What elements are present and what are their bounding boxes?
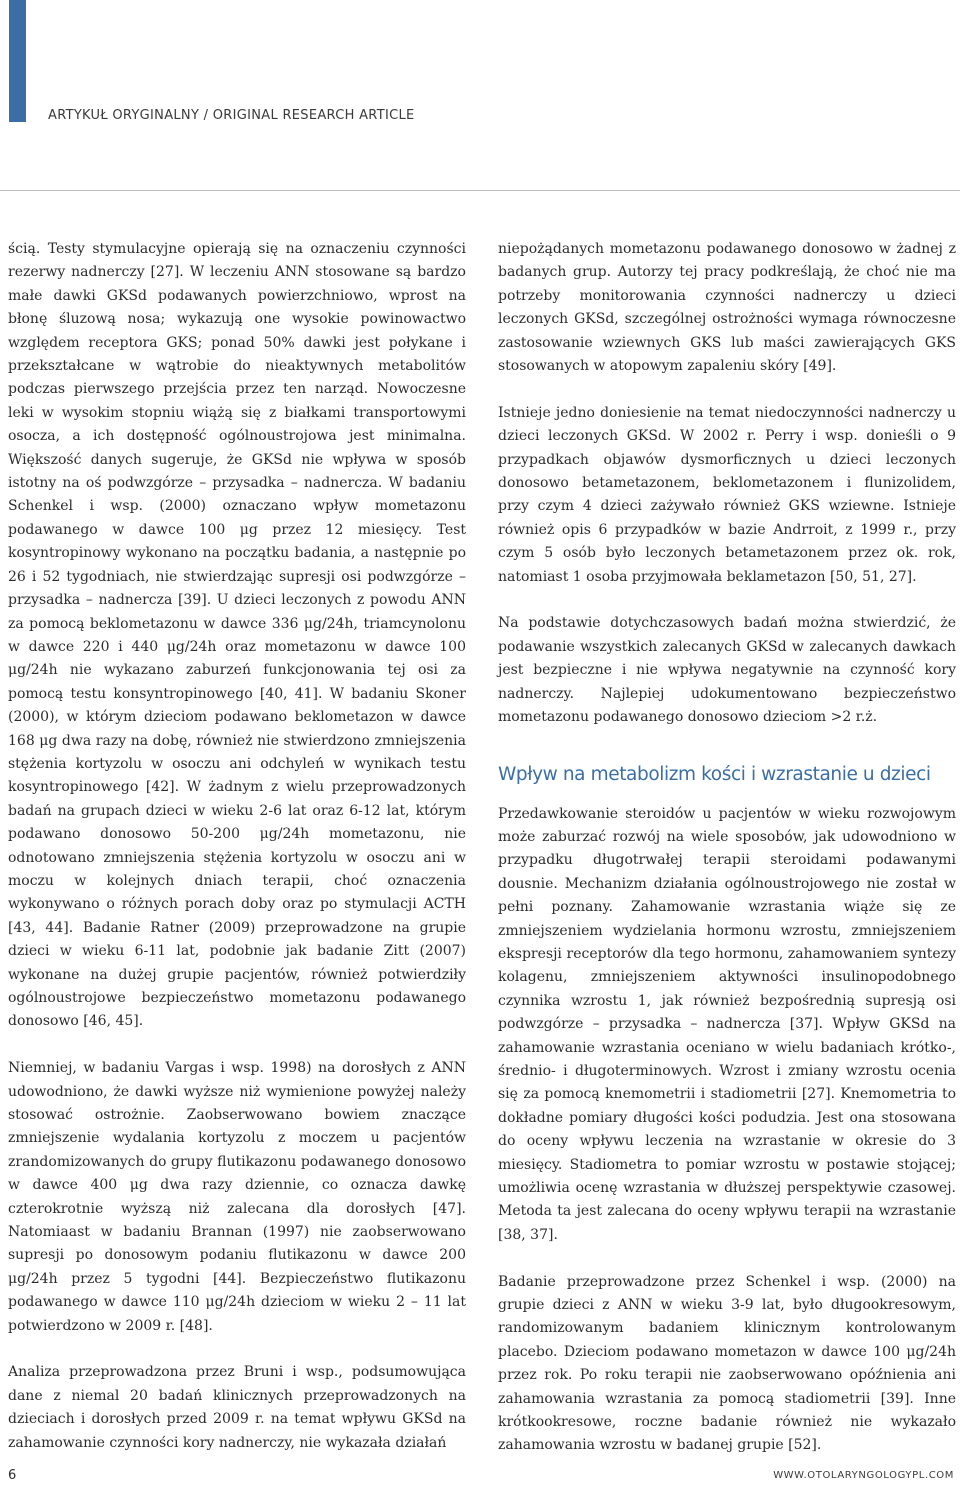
body-paragraph: Przedawkowanie steroidów u pacjentów w wieku rozwojowym może zaburzać rozwój na wiele sposobów, jak udowodniono w przypadku długotrwałej terapii steroidami podawanymi dousnie. Mechanizm działania ogólnoustrojowego nie został w pełni poznany. Zahamowanie wzrastania wiąże się ze zmniejszeniem wydzielania hormonu wzrostu, zmniejszeniem ekspresji receptorów dla tego hormonu, zahamowaniem syntezy kolagenu, zmniejszeniem aktywności insulinopodobnego czynnika wzrostu 1, jak również bezpośrednią supresją osi podwzgórze – przysadka – nadnercza [37]. Wpływ GKSd na zahamowanie wzrastania oceniano w wielu badaniach krótko-, średnio- i długoterminowych. Wzrost i zmiany wzrostu ocenia się za pomocą knemometrii i stadiometrii [27]. Knemometria to dokładne pomiary długości kości podudzia. Jest ona stosowana do oceny wpływu leczenia na wzrastanie w okresie do 3 miesięcy. Stadiometra to pomiar wzrostu w postawie stojącej; umożliwia ocenę wzrastania w dłuższej perspektywie czasowej. Metoda ta jest zalecana do oceny wpływu terapii na wzrastanie [38, 37]. [498, 805, 956, 1243]
accent-bar [9, 0, 26, 122]
body-paragraph: Badanie przeprowadzone przez Schenkel i wsp. (2000) na grupie dzieci z ANN w wieku 3-9 lat, było długookresowym, randomizowanym badaniem klinicznym kontrolowanym placebo. Dzieciom podawano mometazon w dawce 100 μg/24h przez rok. Po roku terapii nie zaobserwowano opóźnienia ani zahamowania wzrastania za pomocą stadiometrii [39]. Inne krótkookresowe, roczne badanie również nie wykazało zahamowania wzrostu w badanej grupie [52]. [498, 1273, 956, 1454]
page-footer [0, 1468, 960, 1488]
body-paragraph: Analiza przeprowadzona przez Bruni i wsp., podsumowująca dane z niemal 20 badań klinicznych przeprowadzonych na dzieciach i dorosłych przed 2009 r. na temat wpływu GKSd na zahamowanie czynności kory nadnerczy, nie wykazała działań [8, 1364, 466, 1451]
body-paragraph: Niemniej, w badaniu Vargas i wsp. 1998) na dorosłych z ANN udowodniono, że dawki wyższe niż wymienione powyżej należy stosować ostrożnie. Zaobserwowano bowiem znaczące zmniejszenie wydalania kortyzolu z moczem u pacjentów zrandomizowanych do grupy flutikazonu podawanego donosowo w dawce 400 μg dwa razy dziennie, co oznacza dawkę czterokrotnie wyższą niż zalecana dla dorosłych [47]. Natomiaast w badaniu Brannan (1997) nie zaobserwowano supresji po donosowym podaniu flutikazonu w dawce 200 μg/24h przez 5 tygodni [44]. Bezpieczeństwo flutikazonu podawanego w dawce 110 μg/24h dzieciom w wieku 2 – 11 lat potwierdzono w 2009 r. [48]. [8, 1060, 466, 1334]
body-paragraph: ścią. Testy stymulacyjne opierają się na oznaczeniu czynności rezerwy nadnerczy [27]. W leczeniu ANN stosowane są bardzo małe dawki GKSd podawanych powierzchniowo, wprost na błonę śluzową nosa; wykazują one wysokie powinowactwo względem receptora GKS; ponad 50% dawki jest połykane i przekształcane w wątrobie do nieaktywnych metabolitów podczas pierwszego przejścia przez ten narząd. Nowoczesne leki w wysokim stopniu wiążą się z białkami transportowymi osocza, a ich dostępność ogólnoustrojowa jest minimalna. Większość danych sugeruje, że GKSd nie wpływa w sposób istotny na oś podwzgórze – przysadka – nadnercza. W badaniu Schenkel i wsp. (2000) oznaczano wpływ mometazonu podawanego w dawce 100 μg przez 12 miesięcy. Test kosyntropinowy wykonano na początku badania, a następnie po 26 i 52 tygodniach, nie stwierdzając supresji osi podwzgórze – przysadka – nadnercza [39]. U dzieci leczonych z powodu ANN za pomocą beklometazonu w dawce 336 μg/24h, triamcynolonu w dawce 220 i 440 μg/24h oraz mometazonu w dawce 100 μg/24h nie wykazano zaburzeń funkcjonowania tej osi za pomocą testu konsyntropinowego [40, 41]. W badaniu Skoner (2000), w którym dzieciom podawano beklometazon w dawce 168 μg dwa razy na dobę, również nie stwierdzono zmniejszenia stężenia kortyzolu w osoczu ani odchyleń w wynikach testu kosyntropinowego [42]. W żadnym z wielu przeprowadzonych badań na grupach dzieci w wieku 2-6 lat oraz 6-12 lat, którym podawano donosowo 50-200 μg/24h mometazonu, nie odnotowano zmniejszenia stężenia kortyzolu w osoczu ani w moczu w kolejnych dniach terapii, choć oznaczenia wykonywano o różnych porach doby oraz po stymulacji ACTH [43, 44]. Badanie Ratner (2009) przeprowadzone na grupie dzieci w wieku 6-11 lat, podobnie jak badanie Zitt (2007) wykonane na dużej grupie pacjentów, również potwierdziły ogólnoustrojowe bezpieczeństwo mometazonu podawanego donosowo [46, 45]. [8, 241, 466, 1030]
left-column [8, 238, 466, 1455]
body-paragraph: Na podstawie dotychczasowych badań można stwierdzić, że podawanie wszystkich zalecanych GKSd w zalecanych dawkach jest bezpieczne i nie wpływa negatywnie na czynność kory nadnerczy. Najlepiej udokumentowano bezpieczeństwo mometazonu podawanego donosowo dzieciom >2 r.ż. [498, 615, 956, 726]
section-heading: Wpływ na metabolizm kości i wzrastanie u dzieci [498, 763, 931, 785]
right-column [498, 238, 956, 1458]
website-link[interactable]: WWW.OTOLARYNGOLOGYPL.COM [773, 1470, 954, 1481]
body-paragraph: niepożądanych mometazonu podawanego donosowo w żadnej z badanych grup. Autorzy tej pracy podkreślają, że choć nie ma potrzeby monitorowania czynności nadnerczy u dzieci leczonych GKSd, szczególnej ostrożności wymaga równoczesne zastosowanie wziewnych GKS lub maści zawierających GKS stosowanych w atopowym zapaleniu skóry [49]. [498, 241, 956, 375]
article-type-label: ARTYKUŁ ORYGINALNY / ORIGINAL RESEARCH ARTICLE [48, 108, 415, 123]
body-paragraph: Istnieje jedno doniesienie na temat niedoczynności nadnerczy u dzieci leczonych GKSd. W 2002 r. Perry i wsp. donieśli o 9 przypadkach objawów dysmorficznych u dzieci leczonych donosowo betametazonem, beklometazonem i flunizolidem, przy czym 4 dzieci zażywało również GKS wziewne. Istnieje również opis 6 przypadków w bazie Andrroit, z 1999 r., przy czym 5 osób było leczonych betametazonem przez ok. rok, natomiast 1 osoba przyjmowała beklametazon [50, 51, 27]. [498, 404, 956, 585]
page-number: 6 [8, 1468, 17, 1483]
header-divider [0, 190, 960, 191]
